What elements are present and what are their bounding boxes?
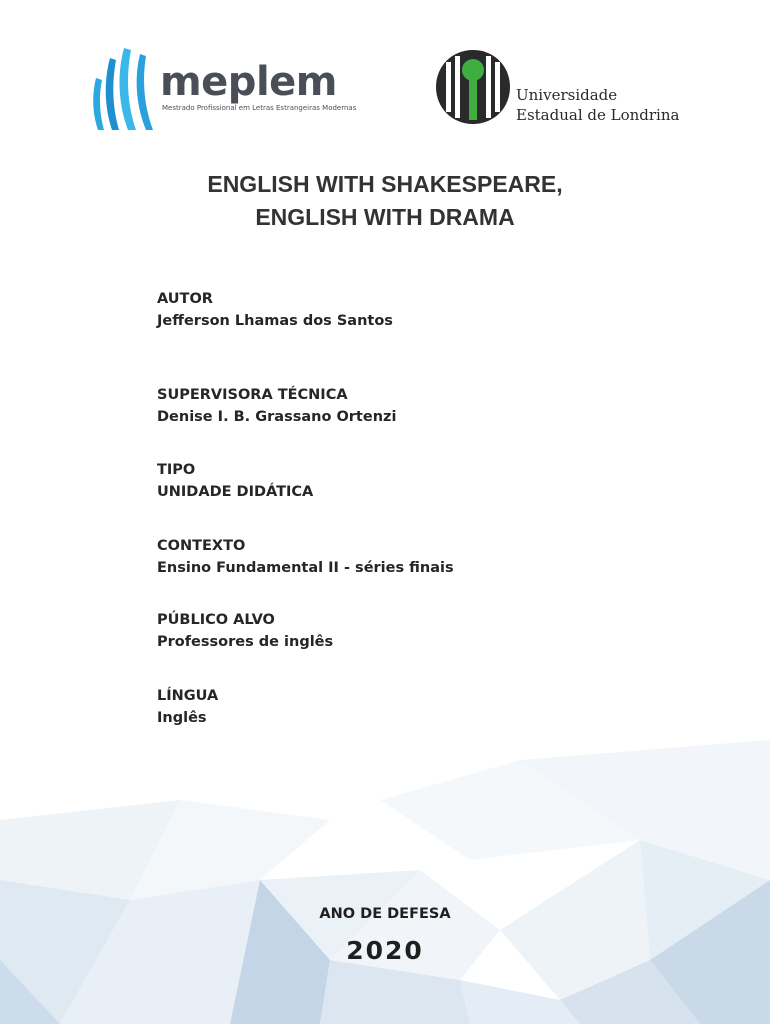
meplem-wordmark: meplem	[160, 59, 337, 105]
field-contexto	[157, 535, 454, 579]
field-supervisora	[157, 384, 396, 428]
uel-logo	[434, 48, 694, 128]
uel-emblem-icon	[434, 48, 512, 126]
field-label: TIPO	[157, 462, 196, 478]
meplem-logo	[84, 44, 357, 134]
field-autor	[157, 288, 393, 332]
field-label: AUTOR	[157, 291, 213, 307]
uel-name-line2: Estadual de Londrina	[516, 106, 680, 124]
defense-year-label: ANO DE DEFESA	[319, 906, 451, 922]
field-value: Professores de inglês	[157, 634, 334, 650]
meplem-wave-mark-icon	[84, 44, 154, 132]
field-label: SUPERVISORA TÉCNICA	[157, 387, 348, 403]
field-label: PÚBLICO ALVO	[157, 612, 275, 628]
field-value: Jefferson Lhamas dos Santos	[157, 313, 393, 329]
field-value: Ensino Fundamental II - séries finais	[157, 560, 454, 576]
uel-name-line1: Universidade	[516, 86, 618, 104]
field-label: LÍNGUA	[157, 688, 219, 704]
field-value: UNIDADE DIDÁTICA	[157, 484, 314, 500]
title-line-1: ENGLISH WITH SHAKESPEARE,	[207, 171, 563, 197]
field-lingua	[157, 685, 218, 729]
defense-year: 2020	[346, 936, 424, 965]
field-publico-alvo	[157, 609, 333, 653]
field-tipo	[157, 459, 313, 503]
title-line-2: ENGLISH WITH DRAMA	[255, 204, 515, 230]
field-value: Denise I. B. Grassano Ortenzi	[157, 409, 397, 425]
field-value: Inglês	[157, 710, 207, 726]
meplem-subtitle: Mestrado Profissional em Letras Estrangeiras Modernas	[162, 104, 357, 112]
document-title	[0, 168, 770, 234]
field-label: CONTEXTO	[157, 538, 246, 554]
